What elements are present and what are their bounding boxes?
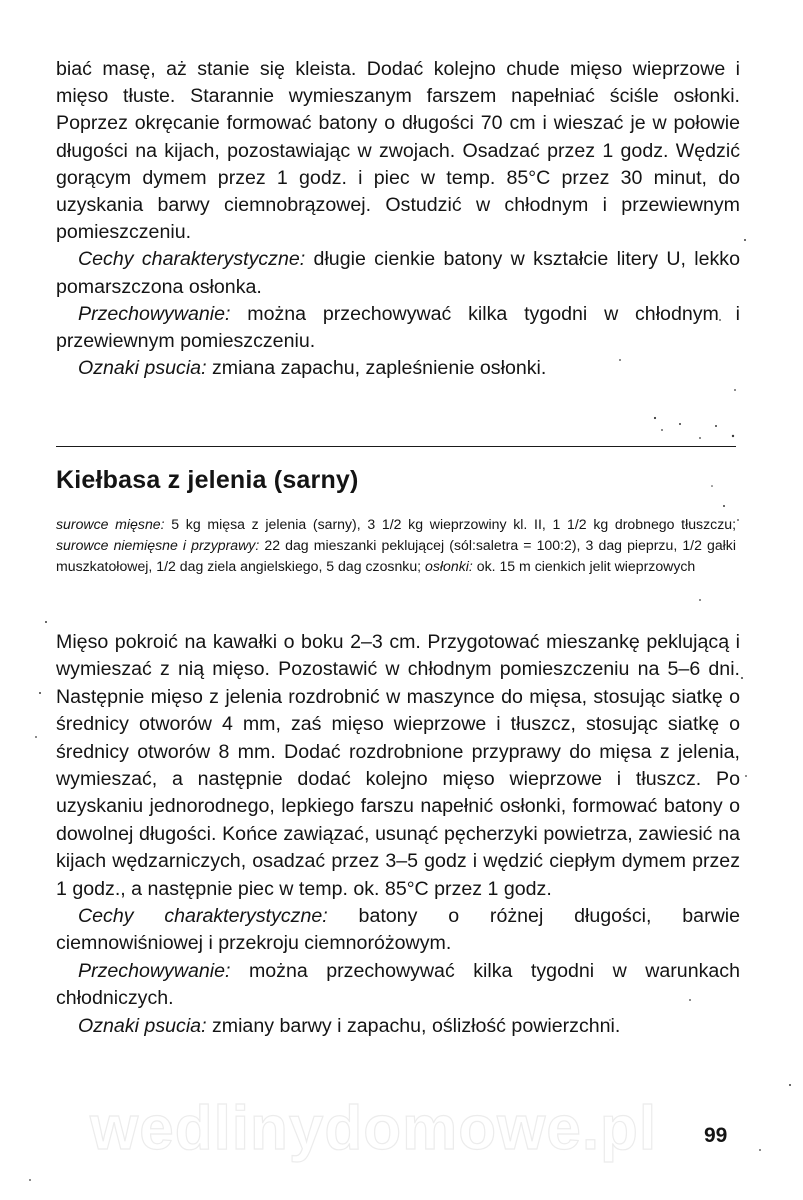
page-number: 99	[704, 1124, 728, 1147]
paragraph-spoilage: Oznaki psucia: zmiany barwy i zapachu, oślizłość powierzchni.	[78, 1014, 621, 1037]
continued-recipe-text	[56, 56, 740, 382]
paragraph-spoilage: Oznaki psucia: zmiana zapachu, zapleśnienie osłonki.	[78, 357, 547, 380]
section-divider	[56, 446, 736, 447]
recipe-title: Kiełbasa z jelenia (sarny)	[56, 466, 359, 494]
watermark: wedlinydomowe.pl	[90, 1094, 658, 1163]
paragraph-characteristics: Cechy charakterystyczne: długie cienkie batony w kształcie litery U, lekko pomarszczona osłonka.	[56, 248, 740, 298]
paragraph-storage: Przechowywanie: można przechowywać kilka tygodni w warunkach chłodniczych.	[56, 959, 740, 1010]
paragraph-storage: Przechowywanie: można przechowywać kilka tygodni w chłodnym i przewiewnym pomieszczeniu.	[56, 302, 740, 353]
paragraph-characteristics: Cechy charakterystyczne: batony o różnej długości, barwie ciemnowiśniowej i przekroju ciemnoróżowym.	[56, 905, 740, 955]
recipe-instructions	[56, 629, 740, 1040]
ingredients-list: surowce mięsne: 5 kg mięsa z jelenia (sarny), 3 1/2 kg wieprzowiny kl. II, 1 1/2 kg drobnego tłuszczu; surowce niemięsne i przyprawy: 22 dag mieszanki peklującej (sól:saletra = 100:2), 3 dag pieprzu, 1/2 gałki muszkatołowej, 1/2 dag ziela angielskiego, 5 dag czosnku; osłonki: ok. 15 m cienkich jelit wieprzowych	[56, 516, 736, 574]
paragraph: biać masę, aż stanie się kleista. Dodać kolejno chude mięso wieprzowe i mięso tłuste. Starannie wymieszanym farszem napełniać ściśle osłonki. Poprzez okręcanie formować batony o długości 70 cm i wieszać je w połowie długości na kijach, pozostawiając w zwojach. Osadzać przez 1 godz. Wędzić gorącym dymem przez 1 godz. i piec w temp. 85°C przez 30 minut, do uzyskania barwy ciemnobrązowej. Ostudzić w chłodnym i przewiewnym pomieszczeniu.	[56, 58, 740, 244]
paragraph-method: Mięso pokroić na kawałki o boku 2–3 cm. Przygotować mieszankę peklującą i wymieszać z nią mięso. Pozostawić w chłodnym pomieszczeniu na 5–6 dni. Następnie mięso z jelenia rozdrobnić w maszynce do mięsa, stosując siatkę o średnicy otworów 4 mm, zaś mięso wieprzowe i tłuszcz, stosując siatkę o średnicy otworów 8 mm. Dodać rozdrobnione przyprawy do mięsa z jelenia, wymieszać, a następnie dodać kolejno mięso wieprzowe i tłuszcz. Po uzyskaniu jednorodnego, lepkiego farszu napełnić osłonki, formować batony o dowolnej długości. Końce zawiązać, usunąć pęcherzyki powietrza, zawiesić na kijach wędzarniczych, osadzać przez 3–5 godz i wędzić ciepłym dymem przez 1 godz., a następnie piec w temp. ok. 85°C przez 1 godz.	[56, 631, 740, 900]
